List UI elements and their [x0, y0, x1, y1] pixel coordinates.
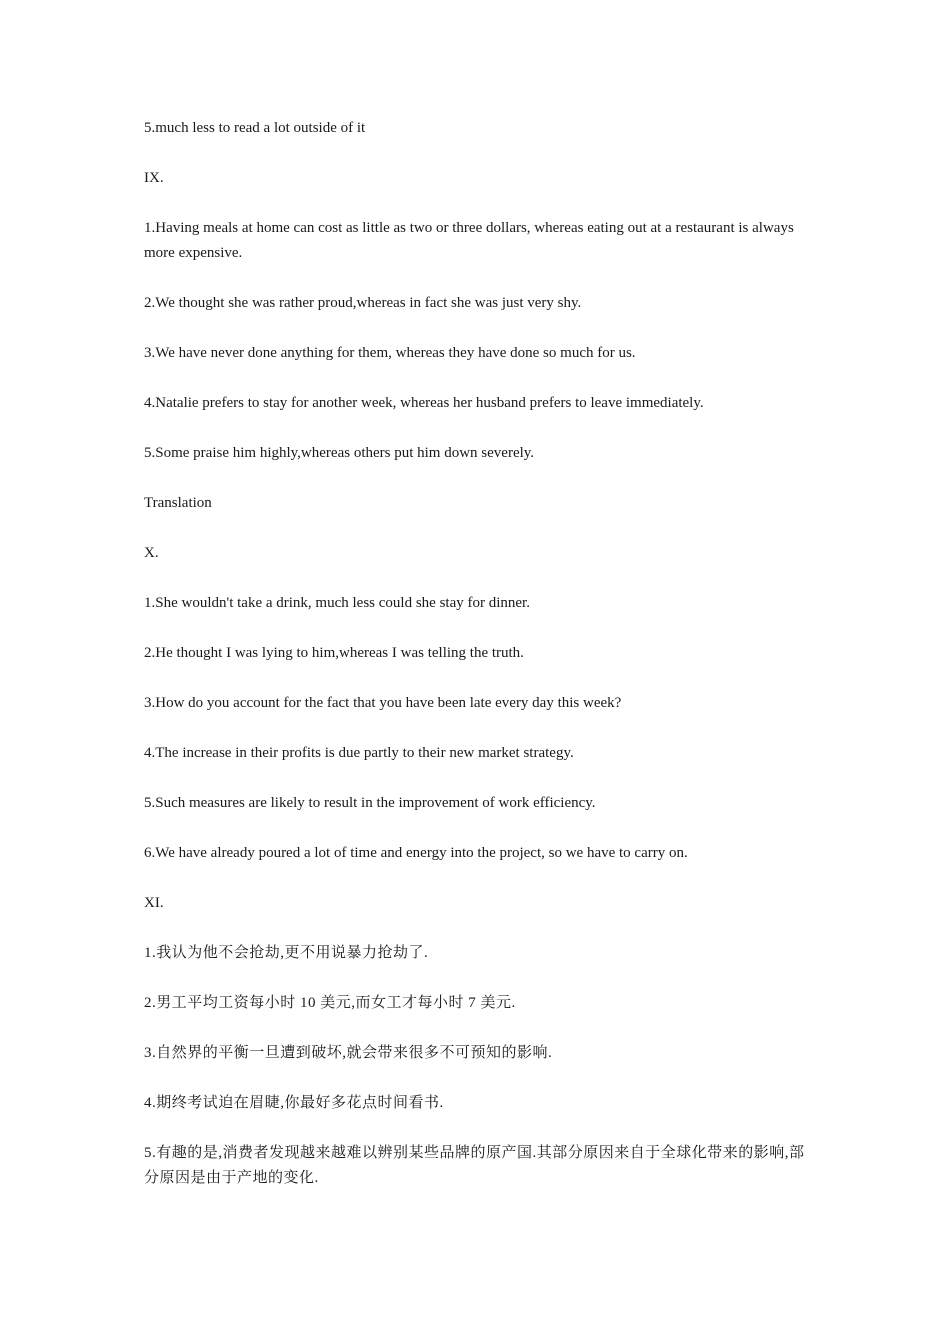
section-heading: XI. [144, 895, 164, 911]
answer-line: 6.We have already poured a lot of time and energy into the project, so we have to carry on. [144, 845, 688, 861]
answer-line: 1.Having meals at home can cost as little as two or three dollars, whereas eating out at a restaurant is always more expensive. [144, 220, 794, 261]
answer-line: 3.How do you account for the fact that you have been late every day this week? [144, 695, 622, 711]
answer-line: 1.我认为他不会抢劫,更不用说暴力抢劫了. [144, 945, 429, 961]
document-body [144, 116, 812, 1216]
answer-line: 3.We have never done anything for them, whereas they have done so much for us. [144, 345, 636, 361]
answer-line: 3.自然界的平衡一旦遭到破坏,就会带来很多不可预知的影响. [144, 1045, 553, 1061]
answer-line: 2.He thought I was lying to him,whereas I was telling the truth. [144, 645, 524, 661]
answer-line: 5.Some praise him highly,whereas others put him down severely. [144, 445, 535, 461]
answer-line: 5.much less to read a lot outside of it [144, 120, 366, 136]
section-heading: IX. [144, 170, 164, 186]
answer-line: 4.The increase in their profits is due partly to their new market strategy. [144, 745, 574, 761]
answer-line: 2.We thought she was rather proud,whereas in fact she was just very shy. [144, 295, 582, 311]
section-heading: X. [144, 545, 159, 561]
answer-line: 1.She wouldn't take a drink, much less could she stay for dinner. [144, 595, 530, 611]
answer-line: 2.男工平均工资每小时 10 美元,而女工才每小时 7 美元. [144, 995, 516, 1011]
answer-line: 4.期终考试迫在眉睫,你最好多花点时间看书. [144, 1095, 444, 1111]
section-heading: Translation [144, 495, 212, 511]
answer-line: 4.Natalie prefers to stay for another week, whereas her husband prefers to leave immediately. [144, 395, 704, 411]
answer-line: 5.Such measures are likely to result in the improvement of work efficiency. [144, 795, 596, 811]
answer-line: 5.有趣的是,消费者发现越来越难以辨别某些品牌的原产国.其部分原因来自于全球化带来的影响,部分原因是由于产地的变化. [144, 1145, 805, 1186]
